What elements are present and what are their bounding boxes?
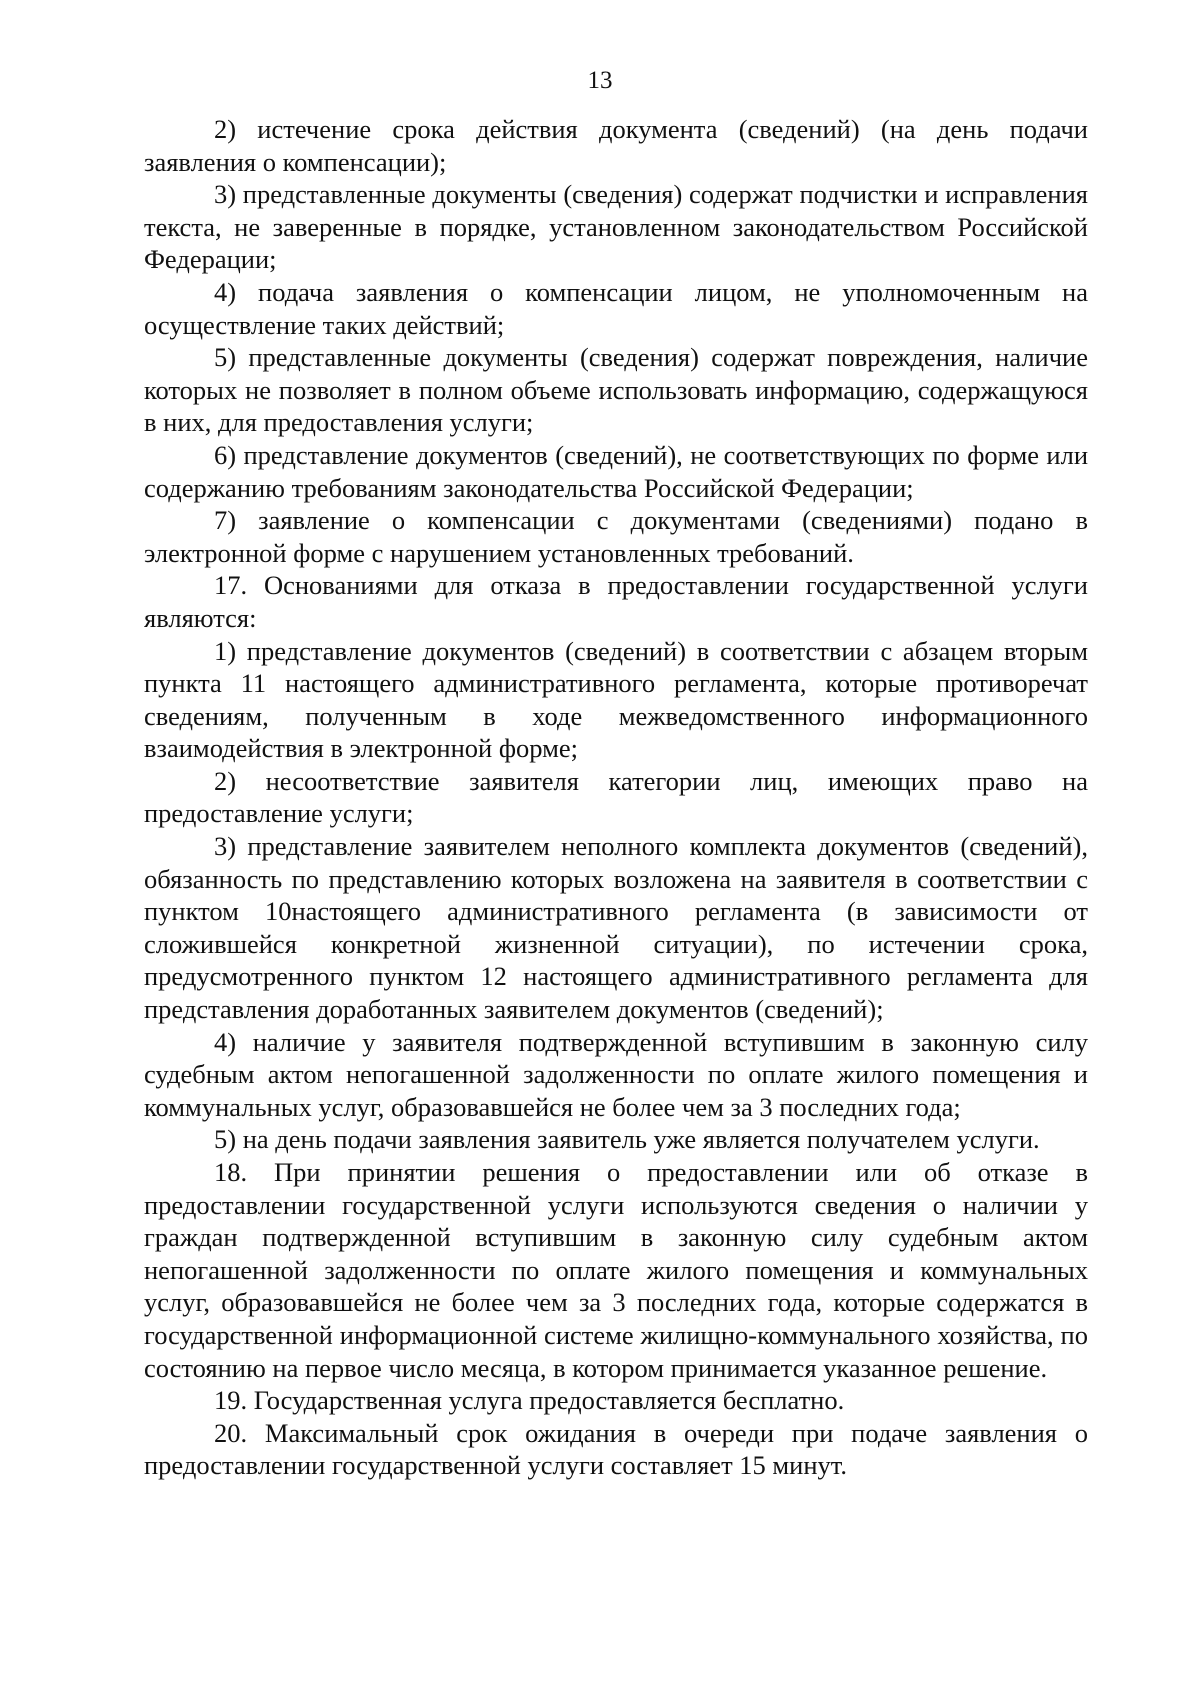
paragraph-section-20: 20. Максимальный срок ожидания в очереди при подаче заявления о предоставлении государственной услуги составляет 15 минут. — [144, 1417, 1088, 1481]
paragraph-ground-3: 3) представленные документы (сведения) содержат подчистки и исправления текста, не заверенные в порядке, установленном законодательством Российской Федерации; — [144, 179, 1088, 275]
document-body — [144, 113, 1088, 1482]
paragraph-refusal-4: 4) наличие у заявителя подтвержденной вступившим в законную силу судебным актом непогашенной задолженности по оплате жилого помещения и коммунальных услуг, образовавшейся не более чем за 3 последних года; — [144, 1026, 1088, 1122]
paragraph-section-18: 18. При принятии решения о предоставлении или об отказе в предоставлении государственной услуги используются сведения о наличии у граждан подтвержденной вступившим в законную силу судебным актом непогашенной задолженности по оплате жилого помещения и коммунальных услуг, образовавшейся не более чем за 3 последних года, которые содержатся в государственной информационной системе жилищно-коммунального хозяйства, по состоянию на первое число месяца, в котором принимается указанное решение. — [144, 1157, 1088, 1383]
paragraph-ground-5: 5) представленные документы (сведения) содержат повреждения, наличие которых не позволяет в полном объеме использовать информацию, содержащуюся в них, для предоставления услуги; — [144, 342, 1088, 438]
paragraph-refusal-2: 2) несоответствие заявителя категории лиц, имеющих право на предоставление услуги; — [144, 765, 1088, 829]
paragraph-ground-7: 7) заявление о компенсации с документами (сведениями) подано в электронной форме с нарушением установленных требований. — [144, 505, 1088, 568]
paragraph-refusal-1: 1) представление документов (сведений) в соответствии с абзацем вторым пункта 11 настоящего административного регламента, которые противоречат сведениям, полученным в ходе межведомственного информационного взаимодействия в электронной форме; — [144, 635, 1088, 764]
paragraph-section-17: 17. Основаниями для отказа в предоставлении государственной услуги являются: — [144, 570, 1088, 633]
paragraph-ground-4: 4) подача заявления о компенсации лицом, не уполномоченным на осуществление таких действий; — [144, 276, 1088, 340]
page-number: 13 — [587, 67, 613, 94]
paragraph-ground-6: 6) представление документов (сведений), не соответствующих по форме или содержанию требованиям законодательства Российской Федерации; — [144, 439, 1088, 503]
paragraph-ground-2: 2) истечение срока действия документа (сведений) (на день подачи заявления о компенсации); — [144, 114, 1088, 177]
paragraph-refusal-5: 5) на день подачи заявления заявитель уже является получателем услуги. — [214, 1124, 1040, 1155]
paragraph-section-19: 19. Государственная услуга предоставляется бесплатно. — [214, 1385, 845, 1416]
paragraph-refusal-3: 3) представление заявителем неполного комплекта документов (сведений), обязанность по представлению которых возложена на заявителя в соответствии с пунктом 10настоящего административного регламента (в зависимости от сложившейся конкретной жизненной ситуации), по истечении срока, предусмотренного пунктом 12 настоящего административного регламента для представления доработанных заявителем документов (сведений); — [144, 831, 1088, 1025]
